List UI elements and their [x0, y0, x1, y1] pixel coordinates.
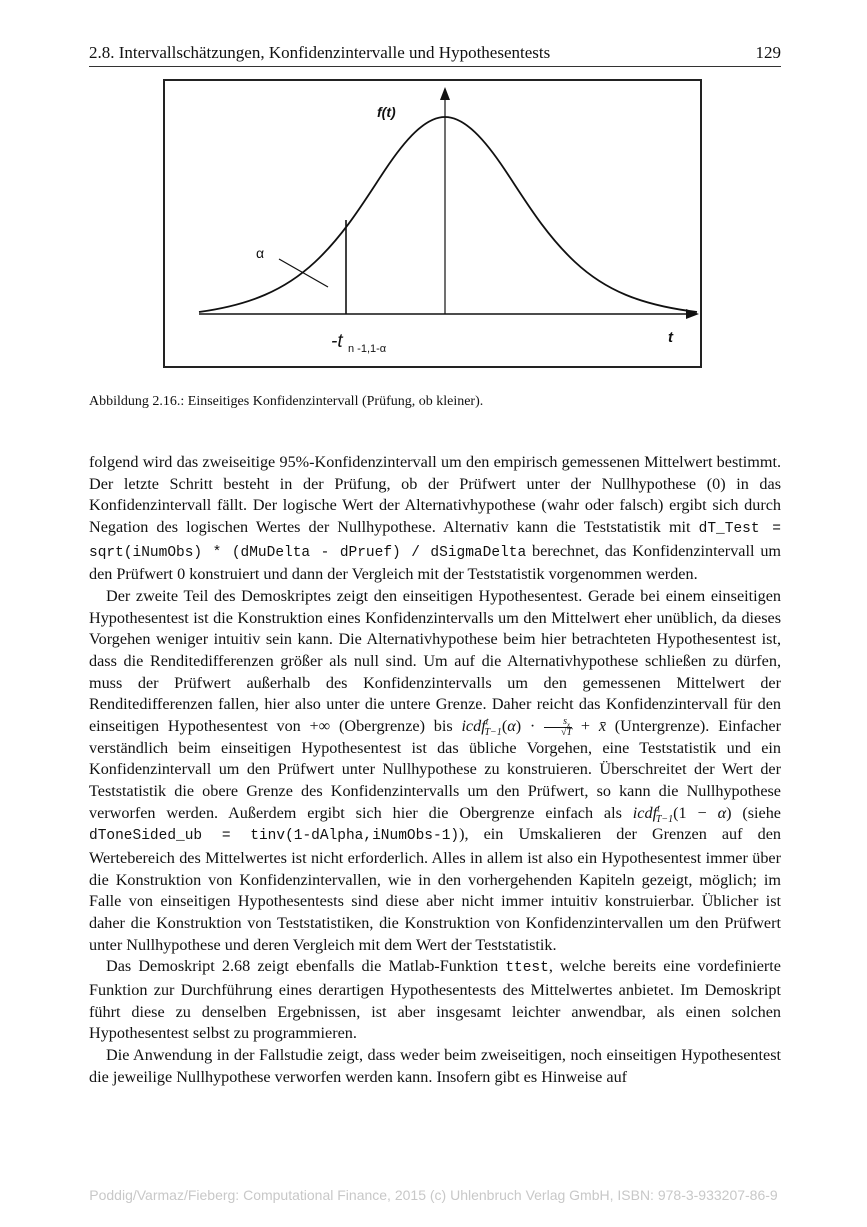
alpha-label: α [256, 245, 265, 261]
footer-watermark: Poddig/Varmaz/Fieberg: Computational Finance, 2015 (c) Uhlenbruch Verlag GmbH, ISBN: 978-3-933207-86-9 [89, 1187, 778, 1203]
running-header [89, 42, 781, 67]
text-run: Die Anwendung in der Fallstudie zeigt, dass weder beim zweiseitigen, noch einseitigen Hypothesentest die jeweilige Nullhypothese verworfen werden kann. Insofern gibt es Hinweise auf [89, 1045, 781, 1086]
density-curve [199, 117, 697, 312]
page-number: 129 [755, 43, 781, 62]
text-run: berechnet, das Konfidenzintervall um den Prüfwert 0 konstruiert und dann der Vergleich mit der Teststatistik vorgenommen werden. [89, 541, 782, 584]
text-run: Das Demoskript 2.68 zeigt ebenfalls die Matlab-Funktion [106, 957, 506, 976]
inline-formula: icdf$^t_{T-1}$(α) · $\frac{s_x}{√T}$ + x̄ [461, 715, 606, 739]
paragraph [89, 1045, 781, 1088]
text-run: Der zweite Teil des Demoskriptes zeigt den einseitigen Hypothesentest. Gerade bei einem einseitigen Hypothesentest ist die Konstruktion eines Konfidenzintervalls um den Mittelwert eher unüblich, da dieses Vorgehen weniger intuitiv sein kann. Die Alternativhypothese beim hier betrachteten Hypothesentest ist, dass die Renditedifferenzen größer als null sind. Um auf die Alternativhypothese schließen zu dürfen, muss der Prüfwert außerhalb des Konfidenzintervalls um den gemessenen Mittelwert der Renditedifferenzen fallen, hier also unter die untere Grenze. Daher reicht das Konfidenzintervall für den einseitigen Hypothesentest von +∞ (Obergrenze) bis [89, 586, 781, 735]
paragraph [89, 452, 781, 586]
text-run: ), ein Umskalieren der Grenzen auf den Wertebereich des Mittelwertes ist nicht erforderlich. Alles in allem ist also ein Hypothesentest immer über die Konstruktion von Konfidenzintervallen, wie in den vorhergehenden Kapiteln gezeigt, möglich; im Falle von einseitigen Hypothesentests sind diese aber nicht immer intuitiv konstruierbar. Üblicher ist daher die Konstruktion von Teststatistiken, die Konstruktion von Konfidenzintervallen um den Prüfwert unter Nullhypothese und deren Vergleich mit dem Wert der Teststatistik. [89, 825, 781, 954]
body-text [89, 452, 781, 1088]
critical-value-subscript: n -1,1-α [348, 343, 387, 355]
density-chart [163, 79, 702, 368]
figure-caption: Abbildung 2.16.: Einseitiges Konfidenzintervall (Prüfung, ob kleiner). [89, 394, 484, 409]
text-run: (siehe [731, 803, 781, 822]
y-axis-label: f(t) [377, 104, 396, 120]
paragraph [89, 956, 781, 1045]
text-run: (Untergrenze). Einfacher verständlich beim einseitigen Hypothesentest ist das übliche Vorgehen, eine Teststatistik und ein Konfidenzintervall um den Prüfwert unter Nullhypothese zu konstruieren. Überschreitet der Wert der Teststatistik die obere Grenze des Konfidenzintervalls um den Prüfwert, so kann die Nullhypothese verworfen werden. Außerdem ergibt sich hier die Obergrenze einfach als [89, 716, 781, 822]
paragraph [89, 586, 781, 956]
y-axis-arrow-icon [440, 87, 450, 100]
section-title: 2.8. Intervallschätzungen, Konfidenzintervalle und Hypothesentests [89, 43, 551, 62]
inline-formula: icdf$^t_{T-1}$(1 − α) [632, 803, 732, 825]
critical-value-label: -t [331, 331, 343, 352]
x-axis-label: t [668, 329, 673, 346]
inline-code: dT_Test = sqrt(iNumObs) * (dMuDelta - dPruef) / dSigmaDelta [89, 520, 781, 561]
text-run: folgend wird das zweiseitige 95%-Konfidenzintervall um den empirisch gemessenen Mittelwert bestimmt. Der letzte Schritt besteht in der Prüfung, ob der Prüfwert unter der Nullhypothese (0) in das Konfidenzintervall fällt. Der logische Wert der Alternativhypothese (wahr oder falsch) ergibt sich durch Negation des logischen Wertes der Nullhypothese. Alternativ kann die Teststatistik mit [89, 453, 781, 536]
text-run: , welche bereits eine vordefinierte Funktion zur Durchführung eines derartigen Hypothesentests des Mittelwertes anbietet. Im Demoskript führt diese zu denselben Ergebnissen, ist aber insgesamt leichter anwendbar, als einen solchen Hypothesentest selbst zu programmieren. [89, 957, 781, 1043]
figure-confidence-interval [163, 79, 702, 368]
inline-code: dToneSided_ub = tinv(1-dAlpha,iNumObs-1) [89, 828, 460, 845]
inline-code: ttest [505, 960, 549, 977]
